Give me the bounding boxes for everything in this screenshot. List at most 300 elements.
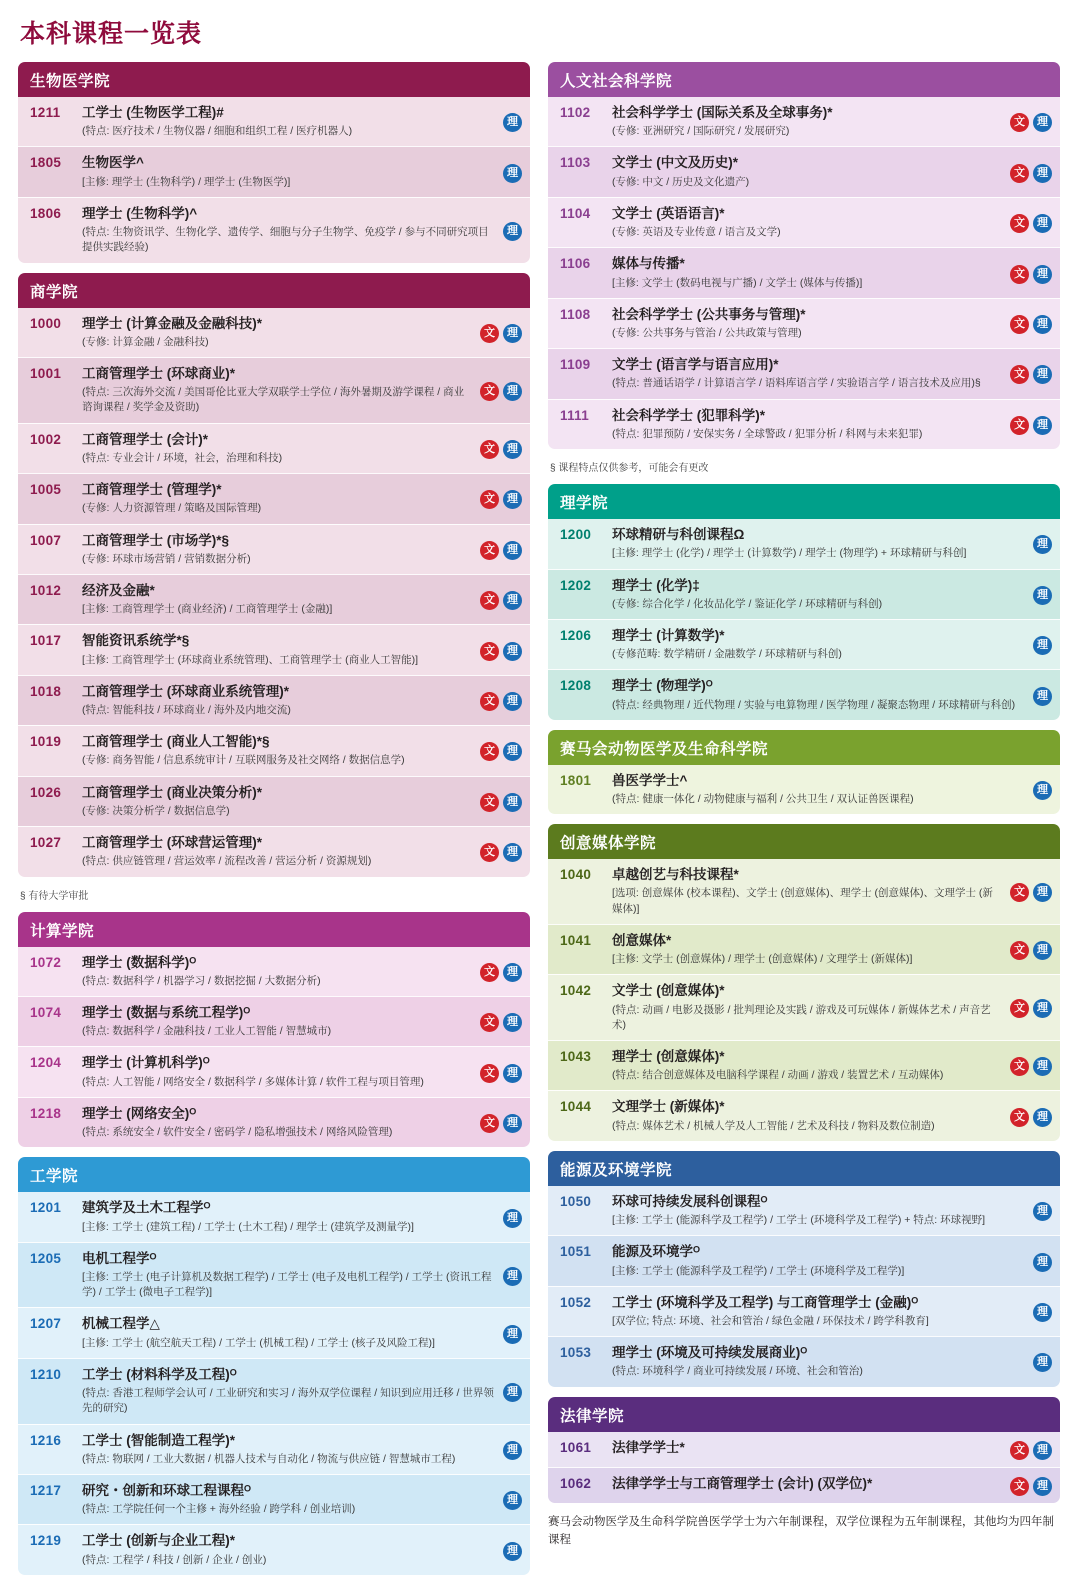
program-code: 1017 xyxy=(30,633,62,649)
stream-badges xyxy=(1010,414,1052,435)
program-code: 1206 xyxy=(560,627,592,643)
stream-badges xyxy=(1010,939,1052,960)
badge-science-icon: 理 xyxy=(503,1267,522,1286)
program-body xyxy=(612,677,1025,712)
footnote-business: § 有待大学审批 xyxy=(20,890,89,902)
program-code: 1805 xyxy=(30,155,62,171)
badge-arts-icon: 文 xyxy=(1010,365,1029,384)
program-name: 理学士 (物理学)ᴼ xyxy=(612,678,713,694)
program-details: [主修: 理学士 (化学) / 理学士 (计算数学) / 理学士 (物理学) + 环球精研与科创] xyxy=(612,547,967,560)
program-body xyxy=(612,526,1025,561)
program-row[interactable] xyxy=(548,669,1060,719)
program-row[interactable] xyxy=(548,1235,1060,1285)
program-row[interactable] xyxy=(18,473,530,523)
program-body xyxy=(82,1532,495,1567)
stream-badges xyxy=(1033,1351,1052,1372)
program-details: (特点: 数据科学 / 机器学习 / 数据挖掘 / 大数据分析) xyxy=(82,974,321,987)
program-details: (特点: 医疗技术 / 生物仪器 / 细胞和组织工程 / 医疗机器人) xyxy=(82,125,353,138)
badge-arts-icon: 文 xyxy=(1010,941,1029,960)
program-row[interactable] xyxy=(18,197,530,263)
school-block xyxy=(548,62,1060,449)
program-body xyxy=(82,1315,495,1350)
program-name: 工学士 (材料科学及工程)ᴼ xyxy=(82,1366,237,1382)
program-row[interactable] xyxy=(548,519,1060,568)
program-name: 智能资讯系统学*§ xyxy=(82,633,190,649)
school-header: 工学院 xyxy=(18,1157,530,1192)
badge-arts-icon: 文 xyxy=(1010,214,1029,233)
program-details: (专修: 人力资源管理 / 策略及国际管理) xyxy=(82,502,262,515)
program-details: (特点: 供应链管理 / 营运效率 / 流程改善 / 营运分析 / 资源规划) xyxy=(82,855,372,868)
program-row[interactable] xyxy=(18,1474,530,1524)
school-header: 能源及环境学院 xyxy=(548,1151,1060,1186)
badge-arts-icon: 文 xyxy=(1010,265,1029,284)
program-code: 1103 xyxy=(560,155,591,171)
stream-badges xyxy=(480,791,522,812)
stream-badges xyxy=(503,1381,522,1402)
school-block xyxy=(18,1157,530,1575)
badge-science-icon: 理 xyxy=(1033,999,1052,1018)
program-row[interactable] xyxy=(18,357,530,423)
program-row[interactable] xyxy=(548,765,1060,814)
program-code: 1042 xyxy=(560,983,592,999)
program-name: 电机工程学ᴼ xyxy=(82,1250,157,1266)
stream-badges xyxy=(503,162,522,183)
badge-science-icon: 理 xyxy=(503,1383,522,1402)
program-details: (特点: 三次海外交流 / 美国哥伦比亚大学双联学士学位 / 海外暑期及游学课程 / 商业谘询课程 / 奖学金及资助) xyxy=(82,386,465,414)
stream-badges xyxy=(1010,881,1052,902)
left-column xyxy=(18,62,530,1585)
program-row[interactable] xyxy=(18,675,530,725)
two-column-layout xyxy=(18,62,1062,1585)
stream-badges xyxy=(503,1540,522,1561)
badge-arts-icon: 文 xyxy=(480,1064,499,1083)
program-code: 1204 xyxy=(30,1055,62,1071)
program-code: 1027 xyxy=(30,835,62,851)
program-row[interactable] xyxy=(548,619,1060,669)
badge-science-icon: 理 xyxy=(503,541,522,560)
stream-badges xyxy=(1010,997,1052,1018)
badge-arts-icon: 文 xyxy=(480,963,499,982)
program-code: 1019 xyxy=(30,734,62,750)
program-row[interactable] xyxy=(548,1432,1060,1467)
program-details: (特点: 专业会计 / 环境，社会，治理和科技) xyxy=(82,451,283,464)
program-name: 工商管理学士 (商业决策分析)* xyxy=(82,784,262,800)
program-row[interactable] xyxy=(548,859,1060,924)
program-list xyxy=(548,1432,1060,1503)
program-name: 环球精研与科创课程Ω xyxy=(612,527,745,543)
program-row[interactable] xyxy=(548,1090,1060,1140)
program-row[interactable] xyxy=(548,1040,1060,1090)
program-name: 理学士 (计算数学)* xyxy=(612,627,725,643)
program-row[interactable] xyxy=(18,826,530,876)
program-name: 兽医学学士^ xyxy=(612,772,688,788)
program-name: 理学士 (生物科学)^ xyxy=(82,205,198,221)
badge-science-icon: 理 xyxy=(1033,265,1052,284)
program-body xyxy=(82,954,472,989)
program-name: 法律学学士* xyxy=(612,1439,685,1455)
badge-science-icon: 理 xyxy=(503,692,522,711)
badge-arts-icon: 文 xyxy=(480,1013,499,1032)
badge-science-icon: 理 xyxy=(1033,636,1052,655)
program-body xyxy=(612,1344,1025,1379)
stream-badges xyxy=(1033,1251,1052,1272)
badge-arts-icon: 文 xyxy=(1010,315,1029,334)
program-row[interactable] xyxy=(18,996,530,1046)
program-row[interactable] xyxy=(18,1358,530,1424)
program-row[interactable] xyxy=(548,197,1060,247)
badge-arts-icon: 文 xyxy=(1010,1477,1029,1496)
badge-science-icon: 理 xyxy=(1033,1057,1052,1076)
program-row[interactable] xyxy=(548,247,1060,297)
badge-science-icon: 理 xyxy=(1033,781,1052,800)
program-body xyxy=(612,356,1002,391)
stream-badges xyxy=(480,690,522,711)
badge-arts-icon: 文 xyxy=(480,440,499,459)
program-name: 工学士 (生物医学工程)# xyxy=(82,105,224,120)
program-row[interactable] xyxy=(548,974,1060,1040)
badge-science-icon: 理 xyxy=(1033,315,1052,334)
program-details: [主修: 工学士 (能源科学及工程学) / 工学士 (环境科学及工程学) + 特点: 环球视野] xyxy=(612,1214,986,1227)
stream-badges xyxy=(1010,1106,1052,1127)
badge-science-icon: 理 xyxy=(503,963,522,982)
program-code: 1007 xyxy=(30,532,62,548)
stream-badges xyxy=(1010,1475,1052,1496)
program-name: 社会科学学士 (犯罪科学)* xyxy=(612,407,765,423)
program-row[interactable] xyxy=(548,97,1060,146)
program-body xyxy=(612,932,1002,967)
program-details: [主修: 文学士 (创意媒体) / 理学士 (创意媒体) / 文理学士 (新媒体)] xyxy=(612,953,913,966)
program-details: [主修: 工学士 (能源科学及工程学) / 工学士 (环境科学及工程学)] xyxy=(612,1264,905,1277)
program-name: 文学士 (语言学与语言应用)* xyxy=(612,357,779,373)
badge-arts-icon: 文 xyxy=(480,742,499,761)
footnote-duration: 赛马会动物医学及生命科学院兽医学学士为六年制课程，双学位课程为五年制课程，其他均为四年制课程 xyxy=(548,1515,1054,1547)
program-name: 研究・创新和环球工程课程ᴼ xyxy=(82,1482,252,1498)
program-row[interactable] xyxy=(18,1097,530,1147)
school-block xyxy=(548,730,1060,814)
program-details: (专修: 公共事务与管治 / 公共政策与管理) xyxy=(612,326,802,339)
program-details: [主修: 工学士 (电子计算机及数据工程学) / 工学士 (电子及电机工程学) / 工学士 (资讯工程学) / 工学士 (微电子工程学)] xyxy=(82,1270,492,1299)
program-row[interactable] xyxy=(548,146,1060,196)
program-details: (专修: 决策分析学 / 数据信息学) xyxy=(82,804,230,817)
stream-badges xyxy=(480,438,522,459)
badge-arts-icon: 文 xyxy=(1010,1441,1029,1460)
program-row[interactable] xyxy=(18,1046,530,1096)
program-details: [主修: 工学士 (航空航天工程) / 工学士 (机械工程) / 工学士 (核子及风险工程)] xyxy=(82,1336,435,1349)
badge-science-icon: 理 xyxy=(1033,1353,1052,1372)
badge-arts-icon: 文 xyxy=(1010,883,1029,902)
program-row[interactable] xyxy=(18,1192,530,1241)
program-details: (特点: 经典物理 / 近代物理 / 实验与电算物理 / 医学物理 / 凝聚态物理 / 环球精研与科创) xyxy=(612,698,1016,711)
program-name: 理学士 (创意媒体)* xyxy=(612,1049,725,1064)
program-row[interactable] xyxy=(18,725,530,775)
stream-badges xyxy=(1033,779,1052,800)
program-row[interactable] xyxy=(18,1307,530,1357)
program-name: 工商管理学士 (市场学)*§ xyxy=(82,532,230,548)
school-block xyxy=(548,824,1060,1141)
program-body xyxy=(82,784,472,819)
program-row[interactable] xyxy=(548,1336,1060,1386)
program-code: 1005 xyxy=(30,482,62,498)
program-details: (特点: 系统安全 / 软件安全 / 密码学 / 隐私增强技术 / 网络风险管理) xyxy=(82,1126,393,1139)
program-details: (特点: 媒体艺术 / 机械人学及人工智能 / 艺术及科技 / 物料及数位制造) xyxy=(612,1119,935,1132)
program-code: 1001 xyxy=(30,365,62,381)
program-name: 机械工程学△ xyxy=(82,1316,160,1332)
program-body xyxy=(612,1294,1025,1329)
program-row[interactable] xyxy=(548,1286,1060,1336)
program-name: 工商管理学士 (环球商业)* xyxy=(82,365,235,381)
program-details: (特点: 智能科技 / 环球商业 / 海外及内地交流) xyxy=(82,704,291,717)
program-code: 1102 xyxy=(560,105,591,120)
stream-badges xyxy=(480,740,522,761)
program-code: 1111 xyxy=(560,407,589,423)
program-code: 1012 xyxy=(30,582,62,598)
stream-badges xyxy=(503,111,522,132)
program-body xyxy=(82,733,472,768)
program-details: (专修: 综合化学 / 化妆品化学 / 鉴证化学 / 环球精研与科创) xyxy=(612,597,883,610)
program-body xyxy=(82,1105,472,1140)
badge-arts-icon: 文 xyxy=(480,490,499,509)
program-code: 1062 xyxy=(560,1475,592,1491)
program-row[interactable] xyxy=(18,524,530,574)
badge-science-icon: 理 xyxy=(1033,1202,1052,1221)
program-body xyxy=(82,532,472,567)
badge-arts-icon: 文 xyxy=(480,382,499,401)
program-body xyxy=(82,1366,495,1417)
badge-science-icon: 理 xyxy=(1033,416,1052,435)
program-code: 1208 xyxy=(560,678,592,694)
program-row[interactable] xyxy=(18,1424,530,1474)
stream-badges xyxy=(1010,162,1052,183)
program-list xyxy=(548,519,1060,720)
badge-science-icon: 理 xyxy=(503,324,522,343)
badge-science-icon: 理 xyxy=(503,113,522,132)
program-body xyxy=(612,306,1002,341)
badge-arts-icon: 文 xyxy=(1010,999,1029,1018)
program-row[interactable] xyxy=(18,146,530,196)
program-list xyxy=(18,308,530,877)
stream-badges xyxy=(1010,313,1052,334)
program-list xyxy=(18,947,530,1148)
program-row[interactable] xyxy=(548,1467,1060,1503)
badge-science-icon: 理 xyxy=(1033,164,1052,183)
program-name: 工商管理学士 (管理学)* xyxy=(82,482,222,498)
program-code: 1002 xyxy=(30,431,62,447)
badge-science-icon: 理 xyxy=(503,382,522,401)
program-code: 1074 xyxy=(30,1005,62,1020)
program-details: [主修: 工学士 (建筑工程) / 工学士 (土木工程) / 理学士 (建筑学及测量学)] xyxy=(82,1220,414,1233)
program-row[interactable] xyxy=(18,423,530,473)
badge-science-icon: 理 xyxy=(503,591,522,610)
program-row[interactable] xyxy=(548,298,1060,348)
school-block xyxy=(548,1397,1060,1503)
school-block xyxy=(548,484,1060,720)
badge-arts-icon: 文 xyxy=(480,591,499,610)
program-body xyxy=(612,1193,1025,1228)
program-code: 1806 xyxy=(30,205,62,221)
program-name: 社会科学学士 (公共事务与管理)* xyxy=(612,306,806,322)
stream-badges xyxy=(1010,212,1052,233)
program-row[interactable] xyxy=(548,399,1060,449)
program-name: 工商管理学士 (环球营运管理)* xyxy=(82,835,262,851)
badge-science-icon: 理 xyxy=(1033,214,1052,233)
stream-badges xyxy=(1033,584,1052,605)
program-body xyxy=(82,1432,495,1467)
program-name: 理学士 (数据科学)ᴼ xyxy=(82,954,197,970)
program-body xyxy=(612,1475,1002,1493)
program-row[interactable] xyxy=(18,1524,530,1574)
badge-arts-icon: 文 xyxy=(480,692,499,711)
program-name: 理学士 (计算机科学)ᴼ xyxy=(82,1055,210,1071)
program-details: [双学位; 特点: 环境、社会和管治 / 绿色金融 / 环保技术 / 跨学科教育] xyxy=(612,1314,929,1327)
program-details: [主修: 工商管理学士 (商业经济) / 工商管理学士 (金融)] xyxy=(82,603,333,616)
badge-science-icon: 理 xyxy=(503,1491,522,1510)
program-body xyxy=(82,481,472,516)
program-code: 1104 xyxy=(560,205,591,221)
badge-arts-icon: 文 xyxy=(1010,113,1029,132)
program-body xyxy=(82,834,472,869)
badge-arts-icon: 文 xyxy=(1010,1057,1029,1076)
program-name: 能源及环境学ᴼ xyxy=(612,1244,701,1260)
badge-science-icon: 理 xyxy=(1033,1108,1052,1127)
program-code: 1043 xyxy=(560,1049,592,1064)
program-body xyxy=(82,104,495,139)
program-details: (特点: 健康一体化 / 动物健康与福利 / 公共卫生 / 双认证兽医课程) xyxy=(612,793,914,806)
program-name: 卓越创艺与科技课程* xyxy=(612,867,739,883)
program-row[interactable] xyxy=(18,574,530,624)
program-row[interactable] xyxy=(18,624,530,674)
stream-badges xyxy=(480,322,522,343)
stream-badges xyxy=(480,539,522,560)
program-code: 1040 xyxy=(560,867,592,883)
program-code: 1207 xyxy=(30,1316,62,1332)
program-row[interactable] xyxy=(548,348,1060,398)
program-list xyxy=(548,1186,1060,1387)
program-code: 1109 xyxy=(560,357,591,373)
program-row[interactable] xyxy=(18,97,530,146)
badge-science-icon: 理 xyxy=(503,742,522,761)
program-body xyxy=(82,154,495,189)
program-name: 社会科学学士 (国际关系及全球事务)* xyxy=(612,105,833,120)
page-title: 本科课程一览表 xyxy=(20,20,203,48)
program-row[interactable] xyxy=(548,1186,1060,1235)
program-name: 文理学士 (新媒体)* xyxy=(612,1099,725,1115)
stream-badges xyxy=(480,1112,522,1133)
badge-arts-icon: 文 xyxy=(480,793,499,812)
program-row[interactable] xyxy=(548,569,1060,619)
program-details: (特点: 香港工程师学会认可 / 工业研究和实习 / 海外双学位课程 / 知识到应用迁移 / 世界领先的研究) xyxy=(82,1387,494,1415)
program-name: 文学士 (中文及历史)* xyxy=(612,155,738,171)
badge-science-icon: 理 xyxy=(503,440,522,459)
program-code: 1108 xyxy=(560,306,591,322)
program-code: 1211 xyxy=(30,105,61,120)
program-name: 工商管理学士 (商业人工智能)*§ xyxy=(82,734,270,750)
program-details: (特点: 环境科学 / 商业可持续发展 / 环境、社会和管治) xyxy=(612,1365,863,1378)
stream-badges xyxy=(480,961,522,982)
program-name: 经济及金融* xyxy=(82,582,155,598)
program-details: [主修: 文学士 (数码电视与广播) / 文学士 (媒体与传播)] xyxy=(612,276,863,289)
program-row[interactable] xyxy=(18,1242,530,1308)
program-details: (特点: 犯罪预防 / 安保实务 / 全球警政 / 犯罪分析 / 科网与未来犯罪) xyxy=(612,427,923,440)
stream-badges xyxy=(1010,1439,1052,1460)
program-details: (特点: 生物资讯学、生物化学、遗传学、细胞与分子生物学、免疫学 / 参与不同研究项目提供实践经验) xyxy=(82,226,489,254)
school-header: 创意媒体学院 xyxy=(548,824,1060,859)
footnote-humanities: § 课程特点仅供参考，可能会有更改 xyxy=(550,463,709,475)
stream-badges xyxy=(1010,1055,1052,1076)
badge-science-icon: 理 xyxy=(503,490,522,509)
program-details: (特点: 普通话语学 / 计算语言学 / 语料库语言学 / 实验语言学 / 语言技术及应用)§ xyxy=(612,377,981,390)
program-name: 理学士 (化学)‡ xyxy=(612,577,700,593)
program-code: 1210 xyxy=(30,1366,62,1382)
program-name: 理学士 (环境及可持续发展商业)ᴼ xyxy=(612,1345,808,1361)
program-code: 1106 xyxy=(560,256,591,272)
program-code: 1026 xyxy=(30,784,62,800)
badge-arts-icon: 文 xyxy=(480,324,499,343)
stream-badges xyxy=(480,1062,522,1083)
program-body xyxy=(612,1098,1002,1133)
program-list xyxy=(18,1192,530,1575)
program-code: 1051 xyxy=(560,1244,592,1260)
program-details: (特点: 人工智能 / 网络安全 / 数据科学 / 多媒体计算 / 软件工程与项目管理) xyxy=(82,1075,424,1088)
stream-badges xyxy=(1033,1200,1052,1221)
stream-badges xyxy=(480,589,522,610)
program-body xyxy=(612,1439,1002,1457)
program-details: (特点: 工程学 / 科技 / 创新 / 企业 / 创业) xyxy=(82,1553,267,1566)
badge-arts-icon: 文 xyxy=(1010,416,1029,435)
program-row[interactable] xyxy=(18,947,530,996)
program-code: 1072 xyxy=(30,954,62,970)
badge-science-icon: 理 xyxy=(1033,941,1052,960)
program-name: 工商管理学士 (环球商业系统管理)* xyxy=(82,683,289,699)
program-code: 1052 xyxy=(560,1294,592,1310)
program-code: 1219 xyxy=(30,1533,62,1549)
program-row[interactable] xyxy=(18,776,530,826)
program-row[interactable] xyxy=(18,308,530,357)
badge-science-icon: 理 xyxy=(1033,1303,1052,1322)
school-block xyxy=(18,912,530,1148)
program-details: (专修: 环球市场营销 / 营销数据分析) xyxy=(82,552,251,565)
badge-arts-icon: 文 xyxy=(1010,164,1029,183)
program-body xyxy=(612,772,1025,807)
program-details: (特点: 物联网 / 工业大数据 / 机器人技术与自动化 / 物流与供应链 / 智慧城市工程) xyxy=(82,1452,456,1465)
program-body xyxy=(612,627,1025,662)
school-header: 计算学院 xyxy=(18,912,530,947)
stream-badges xyxy=(1033,685,1052,706)
program-row[interactable] xyxy=(548,924,1060,974)
program-code: 1201 xyxy=(30,1200,62,1216)
program-body xyxy=(82,1004,472,1039)
badge-science-icon: 理 xyxy=(1033,1253,1052,1272)
program-details: (专修: 亚洲研究 / 国际研究 / 发展研究) xyxy=(612,125,790,138)
program-details: (特点: 结合创意媒体及电脑科学课程 / 动画 / 游戏 / 装置艺术 / 互动媒体) xyxy=(612,1069,944,1082)
program-list xyxy=(548,97,1060,449)
right-column xyxy=(548,62,1060,1549)
badge-arts-icon: 文 xyxy=(1010,1108,1029,1127)
program-details: (特点: 数据科学 / 金融科技 / 工业人工智能 / 智慧城市) xyxy=(82,1025,332,1038)
program-details: [主修: 理学士 (生物科学) / 理学士 (生物医学)] xyxy=(82,175,291,188)
school-block xyxy=(18,62,530,263)
badge-science-icon: 理 xyxy=(503,1013,522,1032)
program-body xyxy=(82,431,472,466)
program-list xyxy=(548,859,1060,1141)
program-name: 工学士 (创新与企业工程)* xyxy=(82,1533,235,1549)
badge-science-icon: 理 xyxy=(503,222,522,241)
program-body xyxy=(612,255,1002,290)
program-details: (特点: 工学院任何一个主修 + 海外经验 / 跨学科 / 创业培训) xyxy=(82,1503,356,1516)
school-block xyxy=(18,273,530,877)
program-name: 理学士 (计算金融及金融科技)* xyxy=(82,315,262,331)
program-name: 文学士 (英语语言)* xyxy=(612,205,725,221)
badge-science-icon: 理 xyxy=(503,1325,522,1344)
